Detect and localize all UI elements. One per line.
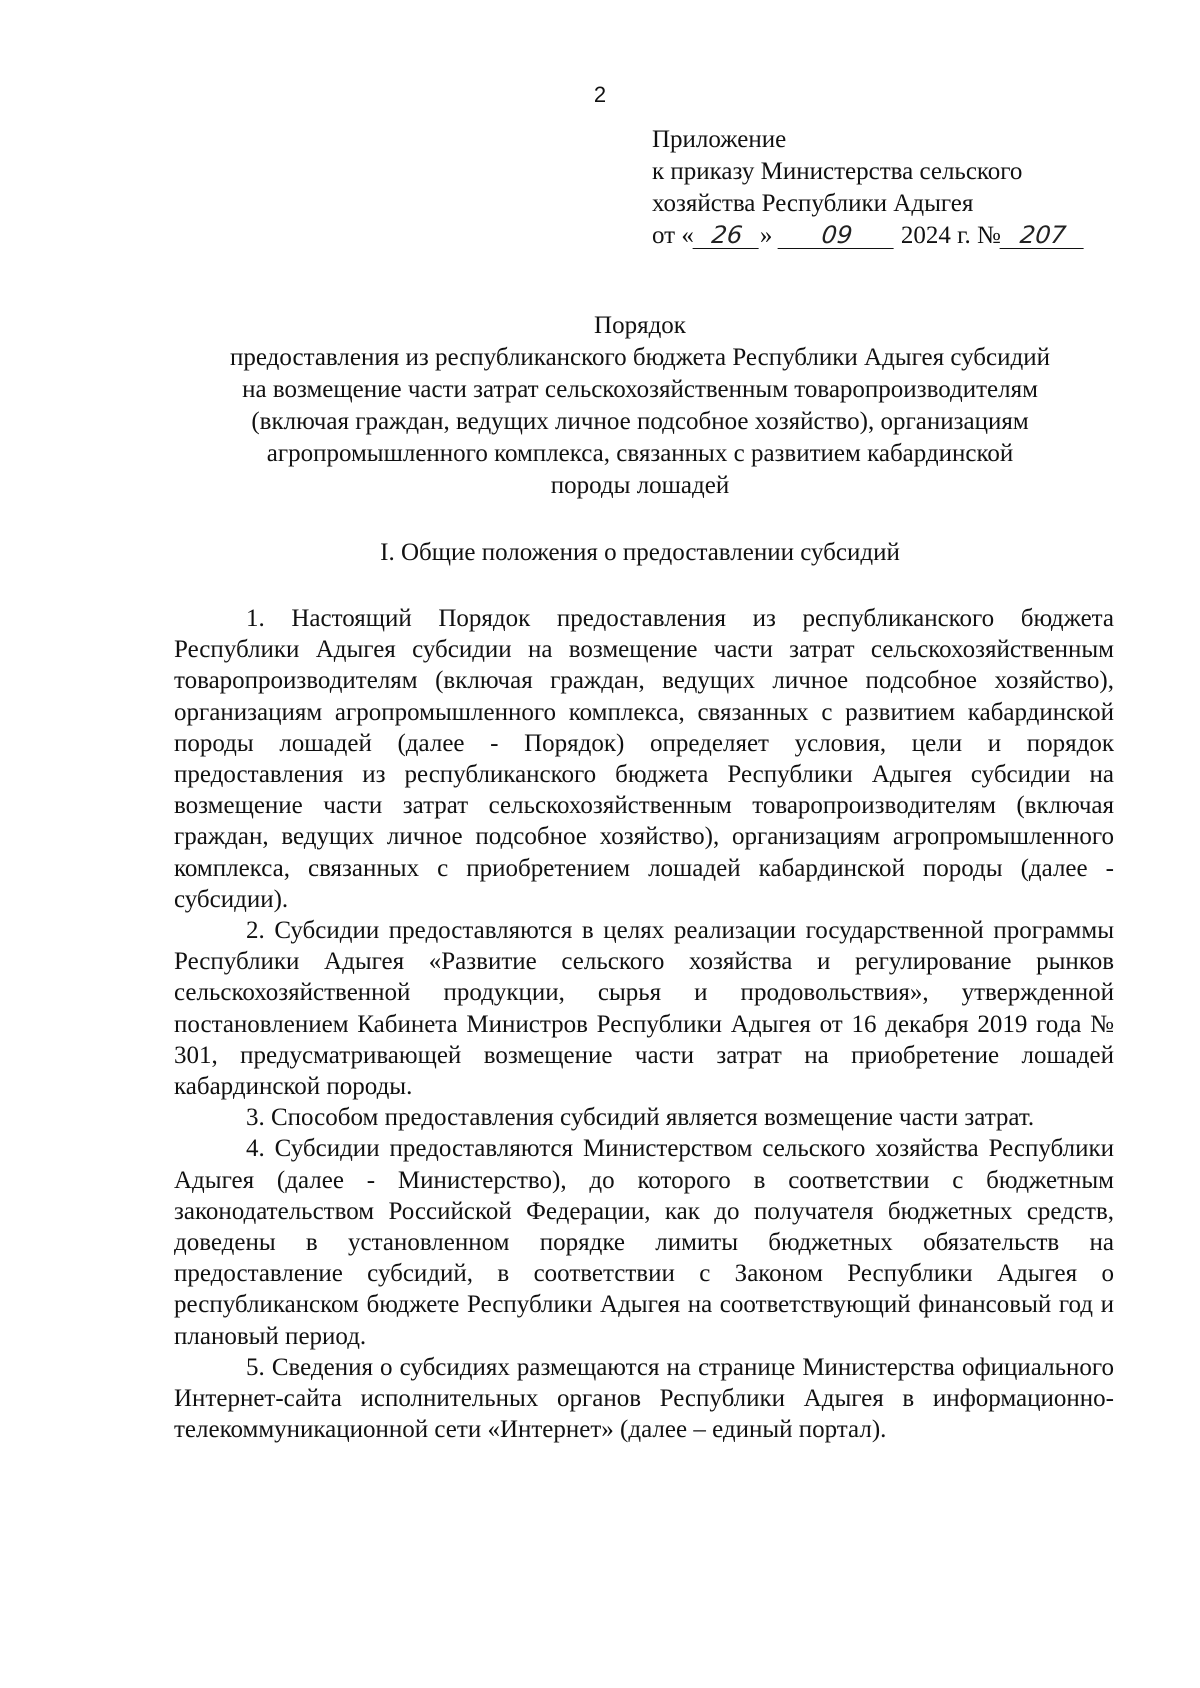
appendix-order-line: к приказу Министерства сельского — [652, 158, 1023, 185]
paragraph-1: 1. Настоящий Порядок предоставления из республиканского бюджета Республики Адыгея субсидии на возмещение части затрат сельскохозяйственным товаропроизводителям (включая граждан, ведущих личное подсобное хозяйство), организациям агропромышленного комплекса, связанных с развитием кабардинской породы лошадей (далее - Порядок) определяет условия, цели и порядок предоставления из республиканского бюджета Республики Адыгея субсидии на возмещение части затрат сельскохозяйственным товаропроизводителям (включая граждан, ведущих личное подсобное хозяйство), организациям агропромышленного комплекса, связанных с приобретением лошадей кабардинской породы (далее - субсидии). — [174, 605, 1114, 913]
year-text: 2024 г. № — [900, 222, 1001, 249]
document-body — [174, 603, 1114, 1445]
appendix-label: Приложение — [652, 126, 787, 153]
paragraph-3: 3. Способом предоставления субсидий является возмещение части затрат. — [246, 1104, 1035, 1132]
appendix-ministry-line: хозяйства Республики Адыгея — [652, 190, 974, 217]
paragraph-4: 4. Субсидии предоставляются Министерством сельского хозяйства Республики Адыгея (далее - Министерство), до которого в соответствии с бюджетным законодательством Российской Федерации, как до получателя бюджетных средств, доведены в установленном порядке лимиты бюджетных обязательств на предоставление субсидий, в соответствии с Законом Республики Адыгея о республиканском бюджете Республики Адыгея на соответствующий финансовый год и плановый период. — [174, 1135, 1114, 1350]
paragraph-2: 2. Субсидии предоставляются в целях реализации государственной программы Республики Адыгея «Развитие сельского хозяйства и регулирование рынков сельскохозяйственной продукции, сырья и продовольствия», утвержденной постановлением Кабинета Министров Республики Адыгея от 16 декабря 2019 года № 301, предусматривающей возмещение части затрат на приобретение лошадей кабардинской породы. — [174, 917, 1114, 1101]
date-separator: » — [759, 222, 773, 249]
paragraph-5: 5. Сведения о субсидиях размещаются на странице Министерства официального Интернет-сайта исполнительных органов Республики Адыгея в информационно-телекоммуникационной сети «Интернет» (далее – единый портал). — [174, 1353, 1114, 1444]
title-line-1: Порядок — [594, 312, 686, 339]
title-line-6: породы лошадей — [550, 472, 730, 499]
title-line-5: агропромышленного комплекса, связанных с развитием кабардинской — [266, 440, 1014, 467]
document-title — [150, 310, 1130, 502]
title-line-2: предоставления из республиканского бюджета Республики Адыгея субсидий — [230, 344, 1050, 371]
section-heading: I. Общие положения о предоставлении субсидий — [380, 539, 900, 566]
appendix-date-line — [652, 220, 1132, 252]
handwritten-month: 09 — [777, 222, 896, 249]
date-prefix: от « — [652, 222, 694, 249]
title-line-4: (включая граждан, ведущих личное подсобное хозяйство), организациям — [251, 408, 1029, 435]
page-number: 2 — [593, 82, 607, 107]
title-line-3: на возмещение части затрат сельскохозяйственным товаропроизводителям — [242, 376, 1038, 403]
handwritten-day: 26 — [692, 222, 761, 249]
appendix-header — [652, 124, 1132, 252]
handwritten-order-number: 207 — [999, 222, 1086, 249]
